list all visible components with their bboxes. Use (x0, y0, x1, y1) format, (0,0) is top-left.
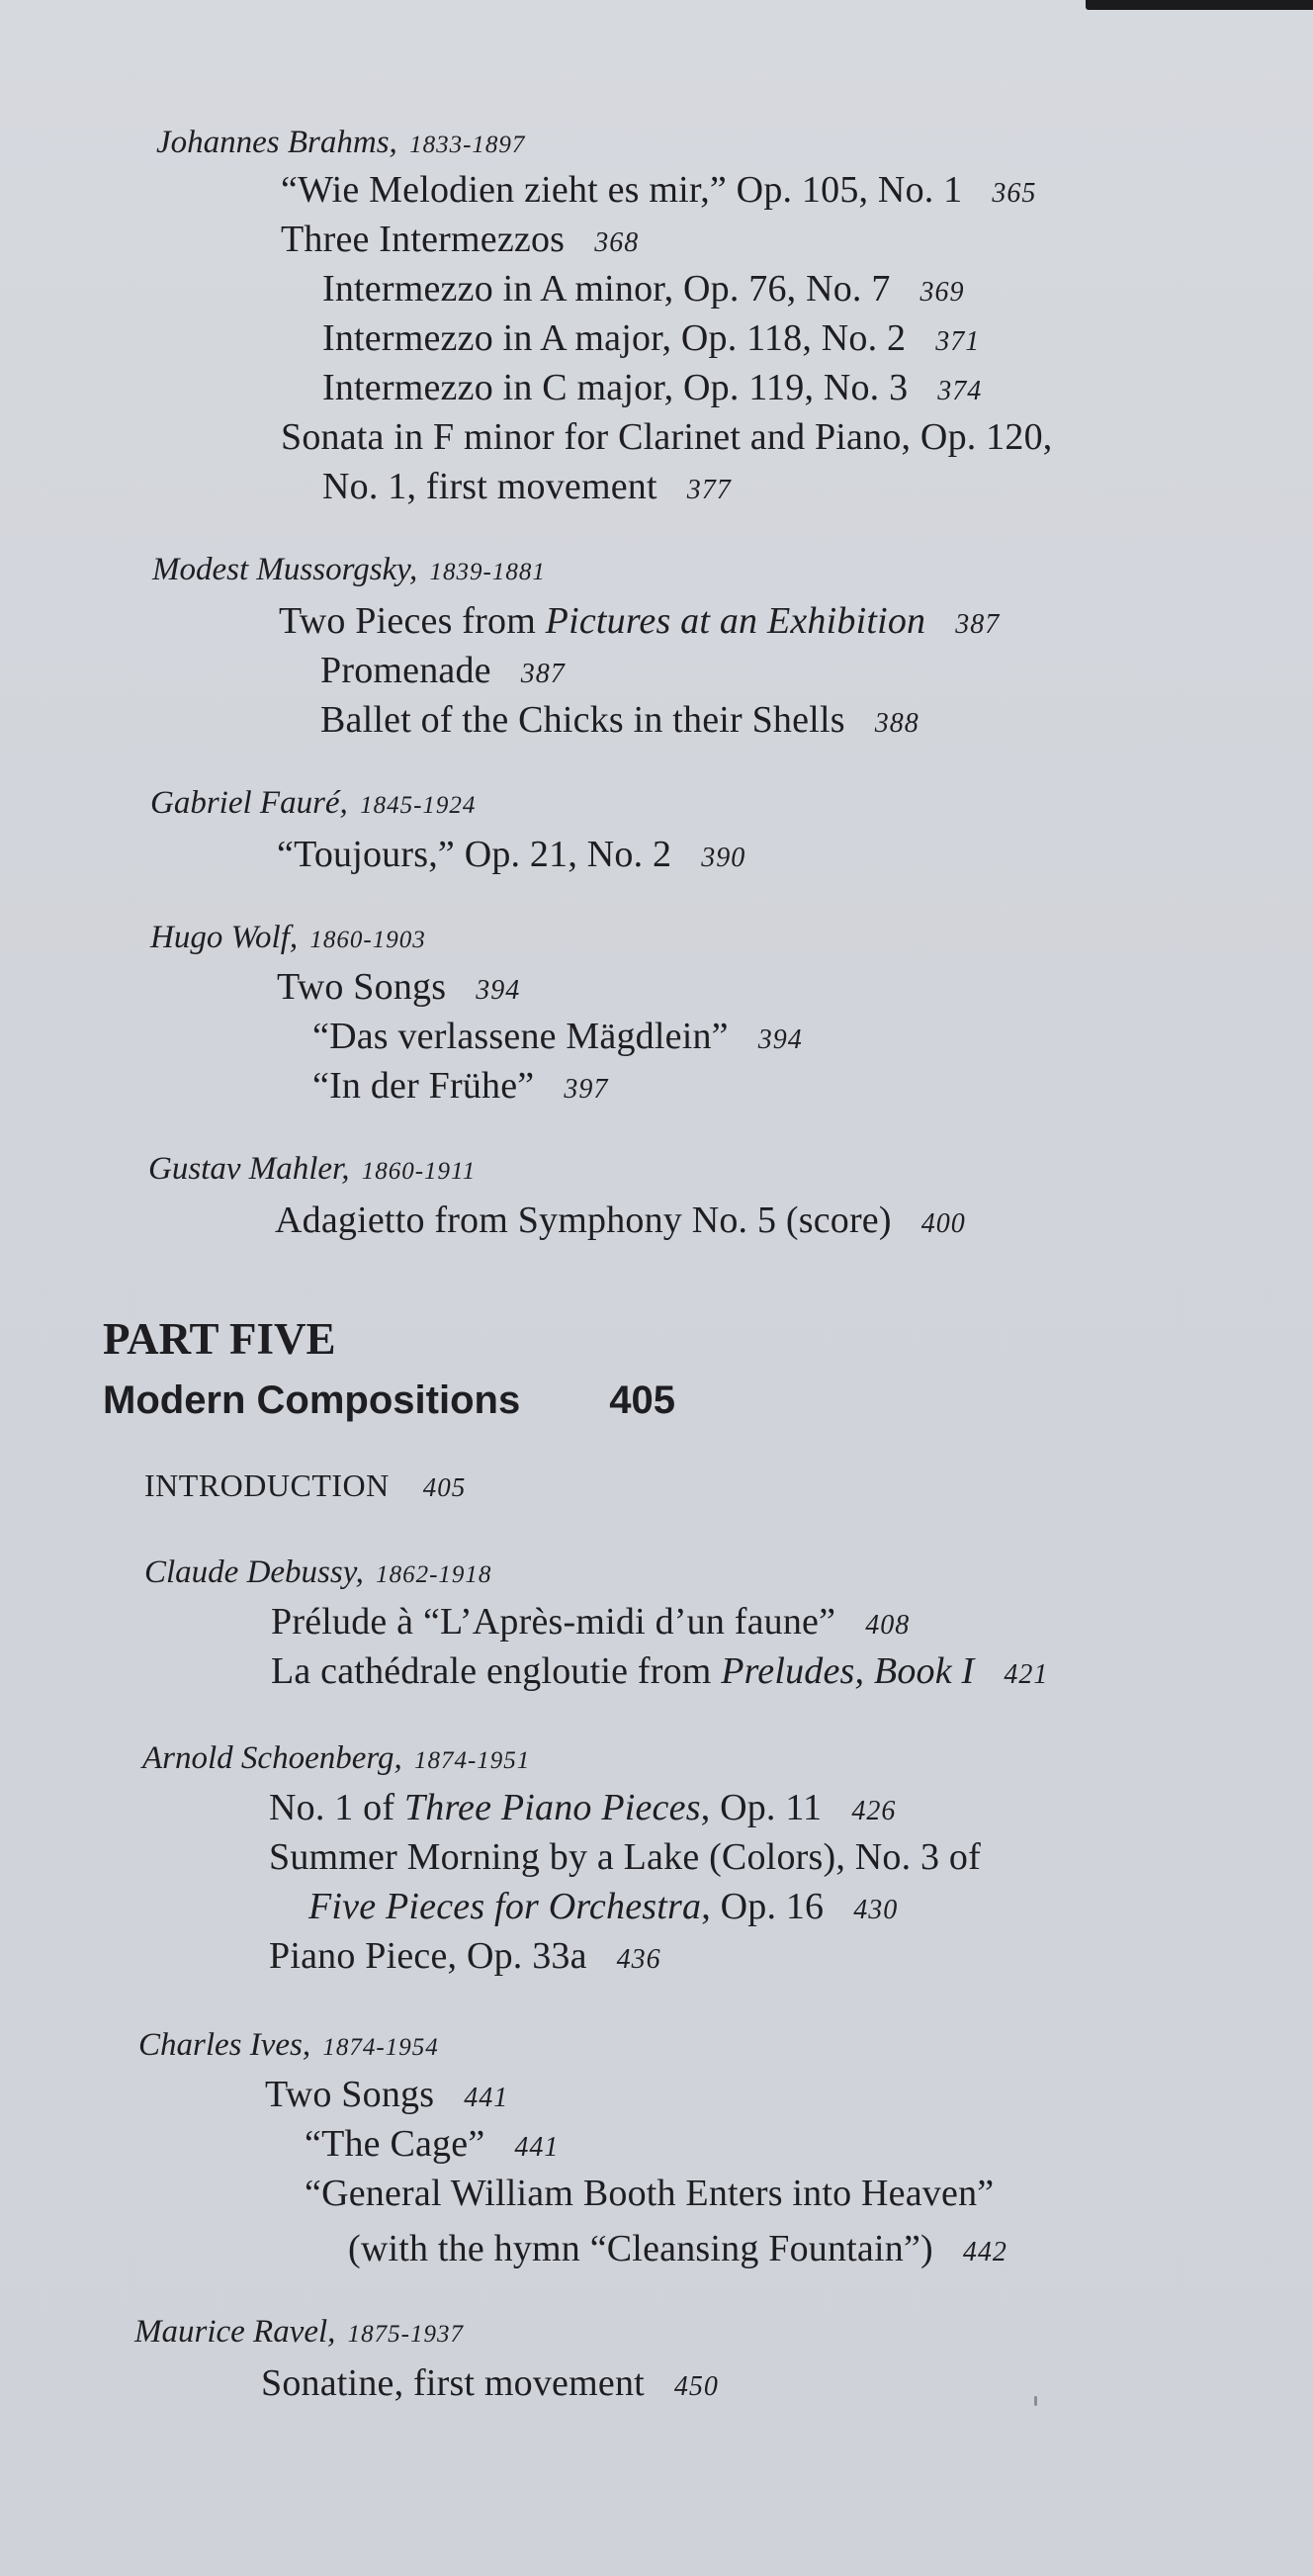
page-number: 365 (992, 178, 1037, 209)
toc-entry (312, 1015, 803, 1062)
work-title: (with the hymn “Cleansing Fountain”) (348, 2228, 933, 2269)
introduction-entry (144, 1466, 466, 1507)
part-subheading (103, 1377, 675, 1424)
toc-entry (277, 833, 745, 880)
toc-entry (271, 1649, 1048, 1697)
work-title: Promenade (320, 650, 491, 691)
paper-speck (1034, 2396, 1037, 2406)
introduction-label: INTRODUCTION (144, 1467, 390, 1503)
part-page-number: 405 (609, 1378, 675, 1422)
composer-wolf (150, 918, 426, 960)
composer-debussy (144, 1553, 491, 1595)
work-title-italic: Preludes, Book I (721, 1650, 975, 1692)
composer-name: Maurice Ravel, (134, 2314, 336, 2350)
composer-dates: 1845-1924 (360, 792, 477, 819)
composer-dates: 1875-1937 (347, 2321, 464, 2348)
page-number: 405 (422, 1472, 467, 1502)
composer-mussorgsky (152, 550, 546, 592)
toc-entry (322, 465, 732, 512)
page-number: 421 (1004, 1659, 1049, 1690)
page-number: 430 (853, 1895, 899, 1925)
toc-entry (279, 599, 1000, 647)
work-title: Piano Piece, Op. 33a (269, 1935, 587, 1977)
composer-schoenberg (142, 1738, 530, 1781)
page-number: 442 (962, 2237, 1007, 2267)
toc-entry (277, 965, 520, 1013)
toc-entry (348, 2227, 1007, 2274)
work-title: “Das verlassene Mägdlein” (312, 1016, 729, 1057)
composer-name: Charles Ives, (138, 2027, 311, 2063)
work-title: Intermezzo in C major, Op. 119, No. 3 (322, 367, 909, 408)
work-title: No. 1, first movement (322, 466, 657, 507)
toc-entry (271, 1600, 910, 1647)
toc-entry (320, 649, 566, 696)
page-number: 390 (701, 843, 746, 873)
toc-entry (305, 2172, 994, 2215)
toc-entry (281, 218, 639, 265)
page-number: 394 (757, 1024, 803, 1055)
work-title: Adagietto from Symphony No. 5 (score) (275, 1199, 892, 1241)
work-title: Intermezzo in A major, Op. 118, No. 2 (322, 317, 907, 359)
page-number: 408 (865, 1610, 911, 1641)
composer-brahms (156, 123, 525, 165)
part-heading: PART FIVE (103, 1314, 336, 1364)
composer-name: Claude Debussy, (144, 1554, 364, 1590)
composer-name: Johannes Brahms, (156, 125, 397, 160)
page-number: 377 (686, 475, 732, 505)
toc-entry (275, 1199, 966, 1246)
work-title: Summer Morning by a Lake (Colors), No. 3 of (269, 1836, 981, 1878)
page-number: 441 (514, 2132, 560, 2163)
work-title: Sonatine, first movement (261, 2362, 645, 2404)
toc-entry (281, 168, 1036, 216)
work-title: “Toujours,” Op. 21, No. 2 (277, 834, 672, 875)
part-subtitle: Modern Compositions (103, 1378, 521, 1422)
toc-entry (320, 698, 919, 746)
page-number: 400 (920, 1208, 966, 1239)
work-title: Prélude à “L’Après-midi d’un faune” (271, 1601, 836, 1643)
page-number: 436 (616, 1944, 661, 1975)
toc-entry (269, 1786, 896, 1833)
page-number: 394 (476, 975, 521, 1006)
work-title: Ballet of the Chicks in their Shells (320, 699, 845, 741)
page-number: 387 (520, 659, 566, 689)
toc-entry (322, 267, 965, 314)
work-title-italic: Pictures at an Exhibition (545, 600, 926, 642)
composer-name: Gustav Mahler, (148, 1151, 350, 1187)
toc-entry (312, 1064, 608, 1111)
toc-entry (322, 366, 982, 413)
composer-mahler (148, 1149, 476, 1192)
composer-dates: 1860-1903 (309, 927, 426, 953)
composer-dates: 1833-1897 (409, 132, 526, 158)
toc-entry (265, 2073, 508, 2120)
work-title: Sonata in F minor for Clarinet and Piano, Op. 120, (281, 416, 1053, 458)
work-title: Two Songs (265, 2074, 435, 2115)
work-title-italic: Five Pieces for Orchestra (308, 1886, 702, 1927)
toc-entry (269, 1934, 661, 1982)
toc-entry (322, 316, 980, 364)
work-title: No. 1 of (269, 1787, 404, 1828)
work-title-suffix: , Op. 16 (701, 1886, 825, 1927)
toc-entry (269, 1835, 981, 1879)
toc-entry (261, 2361, 719, 2409)
work-title: La cathédrale engloutie from (271, 1650, 722, 1692)
page-number: 371 (935, 326, 981, 357)
page-number: 441 (464, 2083, 509, 2113)
page-number: 369 (919, 277, 965, 308)
toc-entry (305, 2122, 559, 2170)
page-number: 374 (937, 376, 983, 406)
composer-ives (138, 2025, 439, 2068)
composer-ravel (134, 2312, 464, 2354)
page-number: 368 (594, 227, 640, 258)
page-number: 388 (874, 708, 919, 739)
work-title: “The Cage” (305, 2123, 485, 2165)
composer-name: Hugo Wolf, (150, 920, 299, 955)
page-number: 387 (955, 609, 1001, 640)
work-title: Two Pieces from (279, 600, 546, 642)
composer-name: Gabriel Fauré, (150, 785, 348, 821)
work-title: Two Songs (277, 966, 447, 1008)
composer-dates: 1874-1954 (322, 2034, 439, 2061)
composer-name: Arnold Schoenberg, (142, 1740, 402, 1776)
composer-dates: 1860-1911 (361, 1158, 477, 1185)
work-title: “In der Frühe” (312, 1065, 535, 1107)
work-title: Intermezzo in A minor, Op. 76, No. 7 (322, 268, 891, 310)
composer-dates: 1839-1881 (429, 559, 546, 585)
page-number: 426 (851, 1796, 897, 1826)
page-number: 397 (564, 1074, 609, 1105)
composer-faure (150, 783, 476, 826)
work-title: “Wie Melodien zieht es mir,” Op. 105, No. 1 (281, 169, 963, 211)
work-title-suffix: , Op. 11 (700, 1787, 823, 1828)
work-title: “General William Booth Enters into Heaven” (305, 2173, 995, 2214)
toc-entry (308, 1885, 898, 1932)
composer-dates: 1874-1951 (413, 1747, 531, 1774)
toc-entry (281, 415, 1052, 459)
work-title: Three Intermezzos (281, 219, 566, 260)
page-edge-mark (1086, 0, 1313, 10)
composer-dates: 1862-1918 (376, 1561, 492, 1588)
page-number: 450 (673, 2371, 719, 2402)
composer-name: Modest Mussorgsky, (152, 552, 418, 587)
work-title-italic: Three Piano Pieces (403, 1787, 701, 1828)
